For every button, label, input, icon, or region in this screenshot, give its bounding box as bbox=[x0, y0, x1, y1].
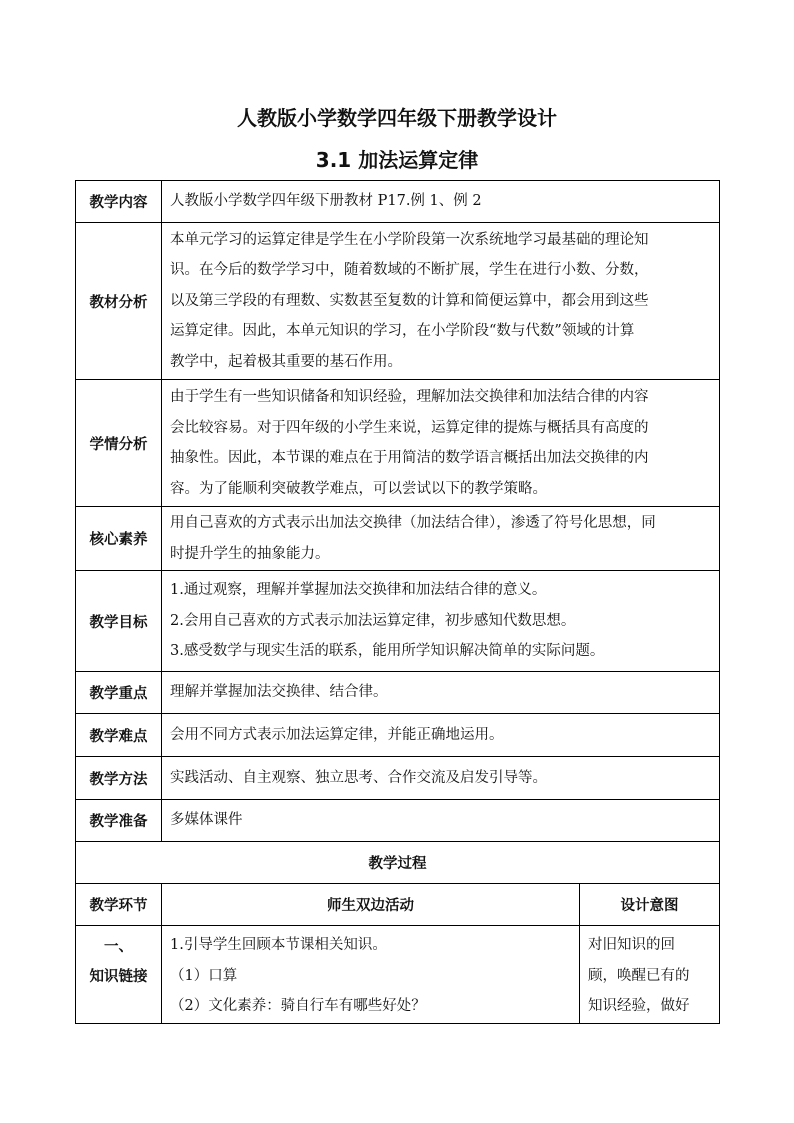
row-preparation bbox=[76, 800, 720, 842]
text-line: 人教版小学数学四年级下册教材 P17.例 1、例 2 bbox=[170, 193, 482, 210]
value-teaching-content bbox=[162, 181, 720, 223]
text-line: （2）文化素养：骑自行车有哪些好处？ bbox=[170, 998, 426, 1014]
row-stage-1 bbox=[76, 926, 720, 1024]
row-method bbox=[76, 757, 720, 800]
label-preparation: 教学准备 bbox=[76, 800, 162, 842]
value-teaching-goals bbox=[162, 571, 720, 672]
label-material-analysis: 教材分析 bbox=[76, 223, 162, 380]
text-line: 本单元学习的运算定律是学生在小学阶段第一次系统地学习最基础的理论知 bbox=[170, 231, 649, 248]
label-key-point: 教学重点 bbox=[76, 672, 162, 714]
text-line: 用自己喜欢的方式表示出加法交换律（加法结合律），渗透了符号化思想，同 bbox=[170, 515, 656, 531]
process-heading: 教学过程 bbox=[76, 842, 720, 884]
text-line: 2.会用自己喜欢的方式表示加法运算定律，初步感知代数思想。 bbox=[170, 612, 576, 629]
row-process-headers bbox=[76, 884, 720, 926]
label-teaching-goals: 教学目标 bbox=[76, 571, 162, 672]
text-line: 1.引导学生回顾本节课相关知识。 bbox=[170, 937, 387, 953]
value-core-literacy bbox=[162, 507, 720, 571]
text-line: 识。在今后的数学学习中，随着数域的不断扩展，学生在进行小数、分数， bbox=[170, 262, 649, 279]
value-preparation bbox=[162, 800, 720, 842]
value-method bbox=[162, 757, 720, 800]
text-line: 以及第三学段的有理数、实数甚至复数的计算和简便运算中，都会用到这些 bbox=[170, 292, 649, 309]
row-material-analysis bbox=[76, 223, 720, 380]
stage-1-intent bbox=[580, 926, 720, 1024]
stage-1-name: 知识链接 bbox=[89, 969, 148, 985]
lesson-title: 3.1 加法运算定律 bbox=[315, 148, 479, 172]
label-teaching-content: 教学内容 bbox=[76, 181, 162, 223]
value-key-point bbox=[162, 672, 720, 714]
text-line: 知识经验，做好 bbox=[588, 998, 690, 1014]
text-line: 1.通过观察，理解并掌握加法交换律和加法结合律的意义。 bbox=[170, 582, 547, 599]
text-line: 顾，唤醒已有的 bbox=[588, 967, 690, 984]
row-difficulty bbox=[76, 714, 720, 757]
text-line: 理解并掌握加法交换律、结合律。 bbox=[170, 684, 388, 701]
value-difficulty bbox=[162, 714, 720, 757]
text-line: 对旧知识的回 bbox=[588, 937, 675, 953]
text-line: 3.感受数学与现实生活的联系，能用所学知识解决简单的实际问题。 bbox=[170, 643, 605, 660]
value-student-analysis bbox=[162, 380, 720, 507]
stage-1-number: 一、 bbox=[104, 939, 133, 955]
value-material-analysis bbox=[162, 223, 720, 380]
document-title: 人教版小学数学四年级下册教学设计 bbox=[237, 106, 557, 130]
row-process-heading bbox=[76, 842, 720, 884]
label-method: 教学方法 bbox=[76, 757, 162, 800]
label-student-analysis: 学情分析 bbox=[76, 380, 162, 507]
label-difficulty: 教学难点 bbox=[76, 714, 162, 757]
row-key-point bbox=[76, 672, 720, 714]
row-teaching-goals bbox=[76, 571, 720, 672]
row-student-analysis bbox=[76, 380, 720, 507]
header-activity: 师生双边活动 bbox=[162, 884, 580, 926]
text-line: （1）口算 bbox=[170, 967, 238, 984]
header-stage: 教学环节 bbox=[76, 884, 162, 926]
header-intent: 设计意图 bbox=[580, 884, 720, 926]
stage-1-activity bbox=[162, 926, 580, 1024]
text-line: 会比较容易。对于四年级的小学生来说，运算定律的提炼与概括具有高度的 bbox=[170, 419, 649, 436]
text-line: 教学中，起着极其重要的基石作用。 bbox=[170, 353, 402, 370]
lesson-plan-table bbox=[75, 180, 720, 1024]
stage-1-cell bbox=[76, 926, 162, 1024]
text-line: 抽象性。因此，本节课的难点在于用简洁的数学语言概括出加法交换律的内 bbox=[170, 450, 649, 466]
label-core-literacy: 核心素养 bbox=[76, 507, 162, 571]
text-line: 时提升学生的抽象能力。 bbox=[170, 545, 330, 562]
text-line: 由于学生有一些知识储备和知识经验，理解加法交换律和加法结合律的内容 bbox=[170, 389, 649, 405]
text-line: 多媒体课件 bbox=[170, 812, 243, 829]
row-core-literacy bbox=[76, 507, 720, 571]
text-line: 运算定律。因此，本单元知识的学习，在小学阶段“数与代数”领域的计算 bbox=[170, 323, 635, 340]
text-line: 容。为了能顺利突破教学难点，可以尝试以下的教学策略。 bbox=[170, 480, 547, 497]
text-line: 实践活动、自主观察、独立思考、合作交流及启发引导等。 bbox=[170, 769, 547, 786]
row-teaching-content bbox=[76, 181, 720, 223]
text-line: 会用不同方式表示加法运算定律，并能正确地运用。 bbox=[170, 726, 504, 743]
